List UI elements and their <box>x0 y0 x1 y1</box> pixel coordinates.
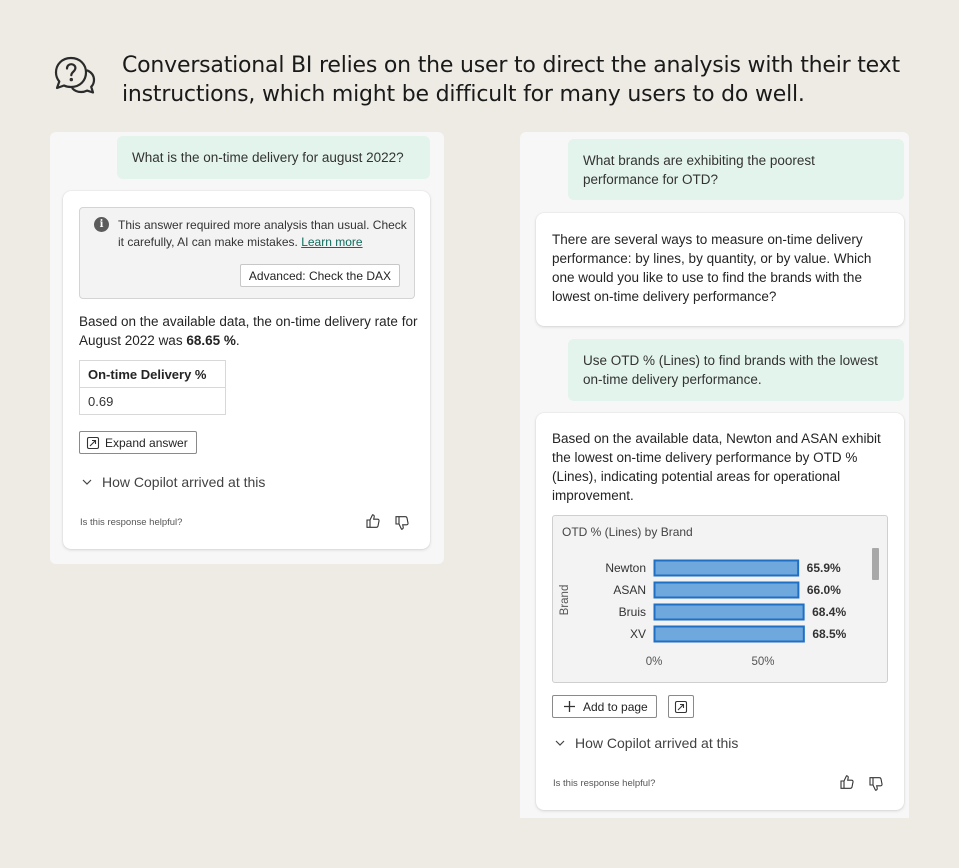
bar <box>655 605 804 620</box>
chevron-down-icon <box>554 737 566 749</box>
expand-visual-button[interactable] <box>668 695 694 718</box>
user-message <box>568 339 904 401</box>
chevron-down-icon <box>81 476 93 488</box>
assistant-message-text: There are several ways to measure on-time delivery performance: by lines, by quantity, or by value. Which one would you like to use to find the brands with the lowest on-time delivery performance? <box>552 232 872 304</box>
data-label: 68.4% <box>812 605 847 619</box>
table-cell: 0.69 <box>80 388 226 415</box>
expand-answer-label: Expand answer <box>105 435 188 450</box>
data-label: 65.9% <box>806 561 841 575</box>
data-label: 66.0% <box>806 583 841 597</box>
category-label: ASAN <box>613 583 646 597</box>
how-copilot-toggle[interactable] <box>81 474 265 490</box>
category-label: XV <box>629 627 646 641</box>
chart-plot <box>553 516 889 684</box>
how-copilot-label: How Copilot arrived at this <box>102 474 266 490</box>
expand-icon <box>86 436 100 450</box>
user-message-text: What brands are exhibiting the poorest performance for OTD? <box>583 152 815 187</box>
info-icon: i <box>94 217 109 232</box>
add-to-page-button[interactable] <box>552 695 657 718</box>
table-header: On-time Delivery % <box>80 361 226 388</box>
answer-value: 68.65 % <box>186 333 236 348</box>
answer-prefix: Based on the available data, the on-time delivery rate for August 2022 was <box>79 314 418 348</box>
thumbs-up-icon[interactable] <box>839 774 855 790</box>
chart-title: OTD % (Lines) by Brand <box>562 525 693 539</box>
right-chat-panel <box>520 132 909 818</box>
y-axis-label: Brand <box>559 584 571 616</box>
how-copilot-toggle[interactable] <box>554 735 738 751</box>
assistant-answer-card <box>63 191 430 549</box>
notice-message: This answer required more analysis than usual. Check it carefully, AI can make mistakes. <box>118 218 407 249</box>
thumbs-down-icon[interactable] <box>394 515 410 531</box>
helpful-prompt: Is this response helpful? <box>553 778 656 789</box>
data-label: 68.5% <box>812 627 847 641</box>
check-dax-button[interactable]: Advanced: Check the DAX <box>240 264 400 287</box>
add-to-page-label: Add to page <box>583 699 648 714</box>
left-chat-panel <box>50 132 444 564</box>
expand-icon <box>674 700 688 714</box>
bar <box>655 561 799 576</box>
thumbs-down-icon[interactable] <box>868 776 884 792</box>
user-message <box>117 136 430 179</box>
x-tick-label: 50% <box>751 656 775 668</box>
expand-answer-button[interactable] <box>79 431 197 454</box>
user-message-text: What is the on-time delivery for august 2022? <box>132 150 404 165</box>
answer-text <box>79 312 419 350</box>
page-headline: Conversational BI relies on the user to direct the analysis with their text instructions, which might be difficult for many users to do well. <box>122 53 900 107</box>
result-table <box>79 360 226 415</box>
assistant-clarify-card <box>536 213 904 326</box>
how-copilot-label: How Copilot arrived at this <box>575 735 739 751</box>
assistant-answer-card <box>536 413 904 810</box>
category-label: Newton <box>605 561 646 575</box>
chart-scrollbar[interactable] <box>872 548 879 580</box>
user-message <box>568 139 904 200</box>
plus-icon <box>563 700 576 713</box>
notice-text <box>118 217 408 251</box>
x-tick-label: 0% <box>645 656 663 668</box>
bar-chart[interactable] <box>552 515 888 683</box>
thumbs-up-icon[interactable] <box>365 513 381 529</box>
question-chat-icon <box>53 55 97 99</box>
analysis-notice <box>79 207 415 299</box>
user-message-text: Use OTD % (Lines) to find brands with the lowest on-time delivery performance. <box>583 353 878 387</box>
answer-suffix: . <box>235 333 240 348</box>
bar <box>655 627 804 642</box>
bar <box>655 583 799 598</box>
category-label: Bruis <box>618 605 646 619</box>
assistant-message-text: Based on the available data, Newton and ASAN exhibit the lowest on-time delivery performance by OTD % (Lines), indicating potential areas for operational improvement. <box>552 431 881 503</box>
helpful-prompt: Is this response helpful? <box>80 517 183 528</box>
learn-more-link[interactable]: Learn more <box>301 235 363 249</box>
